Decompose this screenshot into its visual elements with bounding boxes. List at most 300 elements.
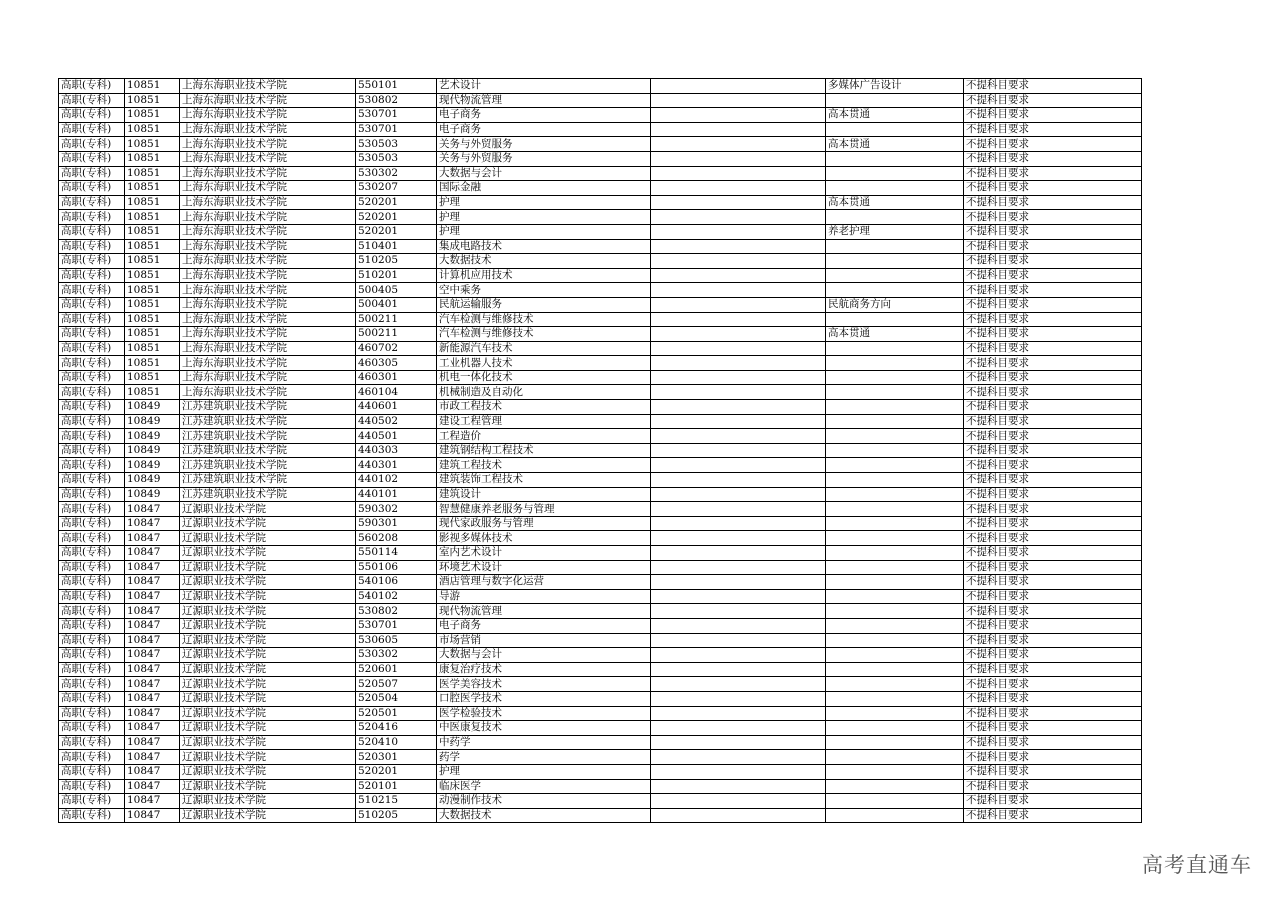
level-cell: 高职(专科) [59, 458, 125, 473]
remark-cell [651, 341, 826, 356]
direction-cell [826, 794, 964, 809]
school-name-cell: 辽源职业技术学院 [180, 502, 356, 517]
level-cell: 高职(专科) [59, 662, 125, 677]
school-name-cell: 上海东海职业技术学院 [180, 137, 356, 152]
subject-requirement-cell: 不提科目要求 [964, 312, 1142, 327]
direction-cell [826, 93, 964, 108]
major-name-cell: 医学检验技术 [437, 706, 651, 721]
direction-cell [826, 443, 964, 458]
remark-cell [651, 429, 826, 444]
direction-cell [826, 546, 964, 561]
remark-cell [651, 779, 826, 794]
level-cell: 高职(专科) [59, 794, 125, 809]
remark-cell [651, 137, 826, 152]
major-code-cell: 520201 [356, 195, 437, 210]
school-name-cell: 辽源职业技术学院 [180, 706, 356, 721]
remark-cell [651, 239, 826, 254]
major-name-cell: 艺术设计 [437, 79, 651, 94]
subject-requirement-cell: 不提科目要求 [964, 473, 1142, 488]
remark-cell [651, 93, 826, 108]
school-code-cell: 10847 [125, 662, 180, 677]
table-row [59, 224, 1142, 239]
subject-requirement-cell: 不提科目要求 [964, 779, 1142, 794]
school-name-cell: 辽源职业技术学院 [180, 516, 356, 531]
school-code-cell: 10849 [125, 429, 180, 444]
level-cell: 高职(专科) [59, 210, 125, 225]
direction-cell: 高本贯通 [826, 108, 964, 123]
remark-cell [651, 750, 826, 765]
school-code-cell: 10849 [125, 473, 180, 488]
school-code-cell: 10851 [125, 210, 180, 225]
level-cell: 高职(专科) [59, 691, 125, 706]
major-name-cell: 酒店管理与数字化运营 [437, 575, 651, 590]
major-name-cell: 计算机应用技术 [437, 268, 651, 283]
school-code-cell: 10847 [125, 531, 180, 546]
table-row [59, 604, 1142, 619]
table-body [59, 79, 1142, 823]
major-name-cell: 药学 [437, 750, 651, 765]
level-cell: 高职(专科) [59, 385, 125, 400]
major-name-cell: 国际金融 [437, 181, 651, 196]
level-cell: 高职(专科) [59, 93, 125, 108]
direction-cell [826, 254, 964, 269]
table-row [59, 195, 1142, 210]
school-code-cell: 10851 [125, 224, 180, 239]
table-row [59, 210, 1142, 225]
direction-cell [826, 122, 964, 137]
direction-cell [826, 750, 964, 765]
major-code-cell: 520101 [356, 779, 437, 794]
school-code-cell: 10847 [125, 764, 180, 779]
school-code-cell: 10849 [125, 487, 180, 502]
school-name-cell: 江苏建筑职业技术学院 [180, 400, 356, 415]
subject-requirement-cell: 不提科目要求 [964, 443, 1142, 458]
table-row [59, 385, 1142, 400]
direction-cell [826, 721, 964, 736]
school-code-cell: 10847 [125, 604, 180, 619]
major-name-cell: 护理 [437, 210, 651, 225]
major-name-cell: 大数据与会计 [437, 166, 651, 181]
subject-requirement-cell: 不提科目要求 [964, 662, 1142, 677]
level-cell: 高职(专科) [59, 648, 125, 663]
subject-requirement-cell: 不提科目要求 [964, 400, 1142, 415]
major-name-cell: 建筑钢结构工程技术 [437, 443, 651, 458]
subject-requirement-cell: 不提科目要求 [964, 531, 1142, 546]
table-row [59, 662, 1142, 677]
direction-cell [826, 808, 964, 823]
major-name-cell: 中药学 [437, 735, 651, 750]
table-row [59, 648, 1142, 663]
direction-cell [826, 400, 964, 415]
direction-cell [826, 706, 964, 721]
table-row [59, 794, 1142, 809]
remark-cell [651, 327, 826, 342]
table-row [59, 166, 1142, 181]
table-row [59, 750, 1142, 765]
direction-cell: 高本贯通 [826, 137, 964, 152]
direction-cell [826, 560, 964, 575]
direction-cell [826, 677, 964, 692]
table-row [59, 458, 1142, 473]
school-name-cell: 辽源职业技术学院 [180, 604, 356, 619]
subject-requirement-cell: 不提科目要求 [964, 604, 1142, 619]
subject-requirement-cell: 不提科目要求 [964, 589, 1142, 604]
direction-cell: 民航商务方向 [826, 297, 964, 312]
direction-cell [826, 151, 964, 166]
direction-cell: 多媒体广告设计 [826, 79, 964, 94]
major-code-cell: 500405 [356, 283, 437, 298]
major-code-cell: 550106 [356, 560, 437, 575]
subject-requirement-cell: 不提科目要求 [964, 429, 1142, 444]
subject-requirement-cell: 不提科目要求 [964, 254, 1142, 269]
major-name-cell: 关务与外贸服务 [437, 151, 651, 166]
major-name-cell: 动漫制作技术 [437, 794, 651, 809]
level-cell: 高职(专科) [59, 546, 125, 561]
school-code-cell: 10851 [125, 93, 180, 108]
major-name-cell: 汽车检测与维修技术 [437, 327, 651, 342]
level-cell: 高职(专科) [59, 531, 125, 546]
major-code-cell: 520301 [356, 750, 437, 765]
direction-cell [826, 312, 964, 327]
remark-cell [651, 546, 826, 561]
subject-requirement-cell: 不提科目要求 [964, 166, 1142, 181]
major-name-cell: 机电一体化技术 [437, 370, 651, 385]
major-name-cell: 护理 [437, 764, 651, 779]
table-row [59, 779, 1142, 794]
direction-cell [826, 370, 964, 385]
remark-cell [651, 487, 826, 502]
direction-cell [826, 268, 964, 283]
level-cell: 高职(专科) [59, 721, 125, 736]
level-cell: 高职(专科) [59, 341, 125, 356]
level-cell: 高职(专科) [59, 108, 125, 123]
table-row [59, 414, 1142, 429]
school-name-cell: 上海东海职业技术学院 [180, 370, 356, 385]
major-code-cell: 520410 [356, 735, 437, 750]
remark-cell [651, 764, 826, 779]
major-name-cell: 大数据技术 [437, 808, 651, 823]
direction-cell [826, 283, 964, 298]
table-row [59, 151, 1142, 166]
school-name-cell: 辽源职业技术学院 [180, 648, 356, 663]
direction-cell [826, 633, 964, 648]
table-row [59, 137, 1142, 152]
remark-cell [651, 633, 826, 648]
major-code-cell: 530207 [356, 181, 437, 196]
table-row [59, 808, 1142, 823]
table-row [59, 356, 1142, 371]
major-code-cell: 530302 [356, 648, 437, 663]
direction-cell [826, 575, 964, 590]
remark-cell [651, 370, 826, 385]
subject-requirement-cell: 不提科目要求 [964, 516, 1142, 531]
major-name-cell: 现代物流管理 [437, 604, 651, 619]
subject-requirement-cell: 不提科目要求 [964, 633, 1142, 648]
school-code-cell: 10847 [125, 677, 180, 692]
level-cell: 高职(专科) [59, 151, 125, 166]
school-name-cell: 上海东海职业技术学院 [180, 151, 356, 166]
subject-requirement-cell: 不提科目要求 [964, 79, 1142, 94]
school-code-cell: 10851 [125, 254, 180, 269]
subject-requirement-cell: 不提科目要求 [964, 735, 1142, 750]
remark-cell [651, 210, 826, 225]
school-name-cell: 上海东海职业技术学院 [180, 254, 356, 269]
school-name-cell: 上海东海职业技术学院 [180, 283, 356, 298]
table-row [59, 283, 1142, 298]
major-name-cell: 市场营销 [437, 633, 651, 648]
remark-cell [651, 648, 826, 663]
subject-requirement-cell: 不提科目要求 [964, 195, 1142, 210]
major-code-cell: 510205 [356, 254, 437, 269]
major-name-cell: 护理 [437, 195, 651, 210]
school-code-cell: 10847 [125, 575, 180, 590]
subject-requirement-cell: 不提科目要求 [964, 327, 1142, 342]
table-row [59, 546, 1142, 561]
level-cell: 高职(专科) [59, 166, 125, 181]
remark-cell [651, 400, 826, 415]
major-code-cell: 560208 [356, 531, 437, 546]
table-row [59, 312, 1142, 327]
subject-requirement-cell: 不提科目要求 [964, 808, 1142, 823]
school-code-cell: 10851 [125, 239, 180, 254]
school-name-cell: 江苏建筑职业技术学院 [180, 429, 356, 444]
school-name-cell: 上海东海职业技术学院 [180, 297, 356, 312]
school-name-cell: 辽源职业技术学院 [180, 677, 356, 692]
major-code-cell: 550101 [356, 79, 437, 94]
school-name-cell: 上海东海职业技术学院 [180, 327, 356, 342]
major-code-cell: 500211 [356, 327, 437, 342]
level-cell: 高职(专科) [59, 633, 125, 648]
major-table [58, 78, 1142, 823]
table-row [59, 560, 1142, 575]
table-row [59, 181, 1142, 196]
subject-requirement-cell: 不提科目要求 [964, 370, 1142, 385]
major-name-cell: 中医康复技术 [437, 721, 651, 736]
major-code-cell: 460305 [356, 356, 437, 371]
subject-requirement-cell: 不提科目要求 [964, 750, 1142, 765]
subject-requirement-cell: 不提科目要求 [964, 560, 1142, 575]
major-name-cell: 建筑装饰工程技术 [437, 473, 651, 488]
table-row [59, 721, 1142, 736]
level-cell: 高职(专科) [59, 312, 125, 327]
school-name-cell: 江苏建筑职业技术学院 [180, 473, 356, 488]
school-name-cell: 上海东海职业技术学院 [180, 385, 356, 400]
major-code-cell: 440101 [356, 487, 437, 502]
table-row [59, 618, 1142, 633]
remark-cell [651, 458, 826, 473]
school-code-cell: 10851 [125, 312, 180, 327]
table-row [59, 706, 1142, 721]
school-code-cell: 10847 [125, 589, 180, 604]
major-code-cell: 440301 [356, 458, 437, 473]
school-code-cell: 10851 [125, 151, 180, 166]
school-name-cell: 辽源职业技术学院 [180, 721, 356, 736]
subject-requirement-cell: 不提科目要求 [964, 648, 1142, 663]
major-code-cell: 530701 [356, 618, 437, 633]
level-cell: 高职(专科) [59, 137, 125, 152]
major-code-cell: 550114 [356, 546, 437, 561]
remark-cell [651, 560, 826, 575]
subject-requirement-cell: 不提科目要求 [964, 108, 1142, 123]
school-name-cell: 上海东海职业技术学院 [180, 312, 356, 327]
major-code-cell: 460301 [356, 370, 437, 385]
table-row [59, 268, 1142, 283]
school-code-cell: 10851 [125, 327, 180, 342]
school-name-cell: 上海东海职业技术学院 [180, 356, 356, 371]
school-code-cell: 10851 [125, 181, 180, 196]
school-name-cell: 上海东海职业技术学院 [180, 166, 356, 181]
school-code-cell: 10847 [125, 808, 180, 823]
level-cell: 高职(专科) [59, 487, 125, 502]
remark-cell [651, 385, 826, 400]
major-code-cell: 520507 [356, 677, 437, 692]
remark-cell [651, 808, 826, 823]
school-name-cell: 上海东海职业技术学院 [180, 122, 356, 137]
level-cell: 高职(专科) [59, 502, 125, 517]
subject-requirement-cell: 不提科目要求 [964, 224, 1142, 239]
table-row [59, 239, 1142, 254]
major-code-cell: 510201 [356, 268, 437, 283]
school-name-cell: 辽源职业技术学院 [180, 794, 356, 809]
major-code-cell: 520501 [356, 706, 437, 721]
school-code-cell: 10851 [125, 268, 180, 283]
school-name-cell: 江苏建筑职业技术学院 [180, 487, 356, 502]
school-name-cell: 上海东海职业技术学院 [180, 195, 356, 210]
major-name-cell: 机械制造及自动化 [437, 385, 651, 400]
level-cell: 高职(专科) [59, 604, 125, 619]
major-name-cell: 工程造价 [437, 429, 651, 444]
level-cell: 高职(专科) [59, 516, 125, 531]
subject-requirement-cell: 不提科目要求 [964, 721, 1142, 736]
school-code-cell: 10847 [125, 735, 180, 750]
subject-requirement-cell: 不提科目要求 [964, 297, 1142, 312]
table-row [59, 677, 1142, 692]
level-cell: 高职(专科) [59, 677, 125, 692]
table-row [59, 254, 1142, 269]
major-code-cell: 440501 [356, 429, 437, 444]
school-code-cell: 10847 [125, 502, 180, 517]
school-name-cell: 辽源职业技术学院 [180, 750, 356, 765]
school-name-cell: 辽源职业技术学院 [180, 575, 356, 590]
remark-cell [651, 721, 826, 736]
remark-cell [651, 575, 826, 590]
subject-requirement-cell: 不提科目要求 [964, 122, 1142, 137]
major-name-cell: 建筑设计 [437, 487, 651, 502]
school-code-cell: 10851 [125, 195, 180, 210]
level-cell: 高职(专科) [59, 268, 125, 283]
direction-cell [826, 487, 964, 502]
direction-cell [826, 531, 964, 546]
level-cell: 高职(专科) [59, 560, 125, 575]
major-code-cell: 510401 [356, 239, 437, 254]
remark-cell [651, 166, 826, 181]
school-name-cell: 辽源职业技术学院 [180, 808, 356, 823]
remark-cell [651, 224, 826, 239]
school-code-cell: 10847 [125, 706, 180, 721]
major-code-cell: 530503 [356, 151, 437, 166]
remark-cell [651, 268, 826, 283]
table-row [59, 443, 1142, 458]
subject-requirement-cell: 不提科目要求 [964, 575, 1142, 590]
direction-cell [826, 181, 964, 196]
school-code-cell: 10847 [125, 779, 180, 794]
remark-cell [651, 589, 826, 604]
table-row [59, 400, 1142, 415]
level-cell: 高职(专科) [59, 443, 125, 458]
remark-cell [651, 531, 826, 546]
major-code-cell: 500211 [356, 312, 437, 327]
remark-cell [651, 794, 826, 809]
school-code-cell: 10847 [125, 546, 180, 561]
major-code-cell: 530802 [356, 604, 437, 619]
direction-cell [826, 458, 964, 473]
table-row [59, 122, 1142, 137]
remark-cell [651, 181, 826, 196]
level-cell: 高职(专科) [59, 750, 125, 765]
direction-cell [826, 516, 964, 531]
remark-cell [651, 691, 826, 706]
table-row [59, 487, 1142, 502]
school-name-cell: 上海东海职业技术学院 [180, 341, 356, 356]
subject-requirement-cell: 不提科目要求 [964, 502, 1142, 517]
major-code-cell: 590301 [356, 516, 437, 531]
major-name-cell: 导游 [437, 589, 651, 604]
level-cell: 高职(专科) [59, 706, 125, 721]
direction-cell [826, 502, 964, 517]
school-name-cell: 辽源职业技术学院 [180, 735, 356, 750]
school-code-cell: 10851 [125, 356, 180, 371]
school-name-cell: 辽源职业技术学院 [180, 764, 356, 779]
school-name-cell: 上海东海职业技术学院 [180, 108, 356, 123]
table-row [59, 341, 1142, 356]
direction-cell [826, 414, 964, 429]
level-cell: 高职(专科) [59, 414, 125, 429]
level-cell: 高职(专科) [59, 79, 125, 94]
major-code-cell: 530802 [356, 93, 437, 108]
direction-cell [826, 648, 964, 663]
major-code-cell: 440102 [356, 473, 437, 488]
remark-cell [651, 151, 826, 166]
subject-requirement-cell: 不提科目要求 [964, 414, 1142, 429]
table-row [59, 297, 1142, 312]
major-name-cell: 现代家政服务与管理 [437, 516, 651, 531]
remark-cell [651, 735, 826, 750]
major-code-cell: 510215 [356, 794, 437, 809]
school-name-cell: 江苏建筑职业技术学院 [180, 414, 356, 429]
school-code-cell: 10851 [125, 137, 180, 152]
school-name-cell: 上海东海职业技术学院 [180, 181, 356, 196]
major-code-cell: 520416 [356, 721, 437, 736]
level-cell: 高职(专科) [59, 735, 125, 750]
major-code-cell: 440303 [356, 443, 437, 458]
direction-cell [826, 735, 964, 750]
direction-cell: 高本贯通 [826, 327, 964, 342]
subject-requirement-cell: 不提科目要求 [964, 706, 1142, 721]
major-code-cell: 520601 [356, 662, 437, 677]
subject-requirement-cell: 不提科目要求 [964, 210, 1142, 225]
major-name-cell: 民航运输服务 [437, 297, 651, 312]
level-cell: 高职(专科) [59, 239, 125, 254]
school-code-cell: 10851 [125, 385, 180, 400]
direction-cell [826, 429, 964, 444]
subject-requirement-cell: 不提科目要求 [964, 487, 1142, 502]
major-code-cell: 520201 [356, 224, 437, 239]
table-row [59, 473, 1142, 488]
school-code-cell: 10847 [125, 691, 180, 706]
major-name-cell: 汽车检测与维修技术 [437, 312, 651, 327]
level-cell: 高职(专科) [59, 254, 125, 269]
school-name-cell: 上海东海职业技术学院 [180, 79, 356, 94]
